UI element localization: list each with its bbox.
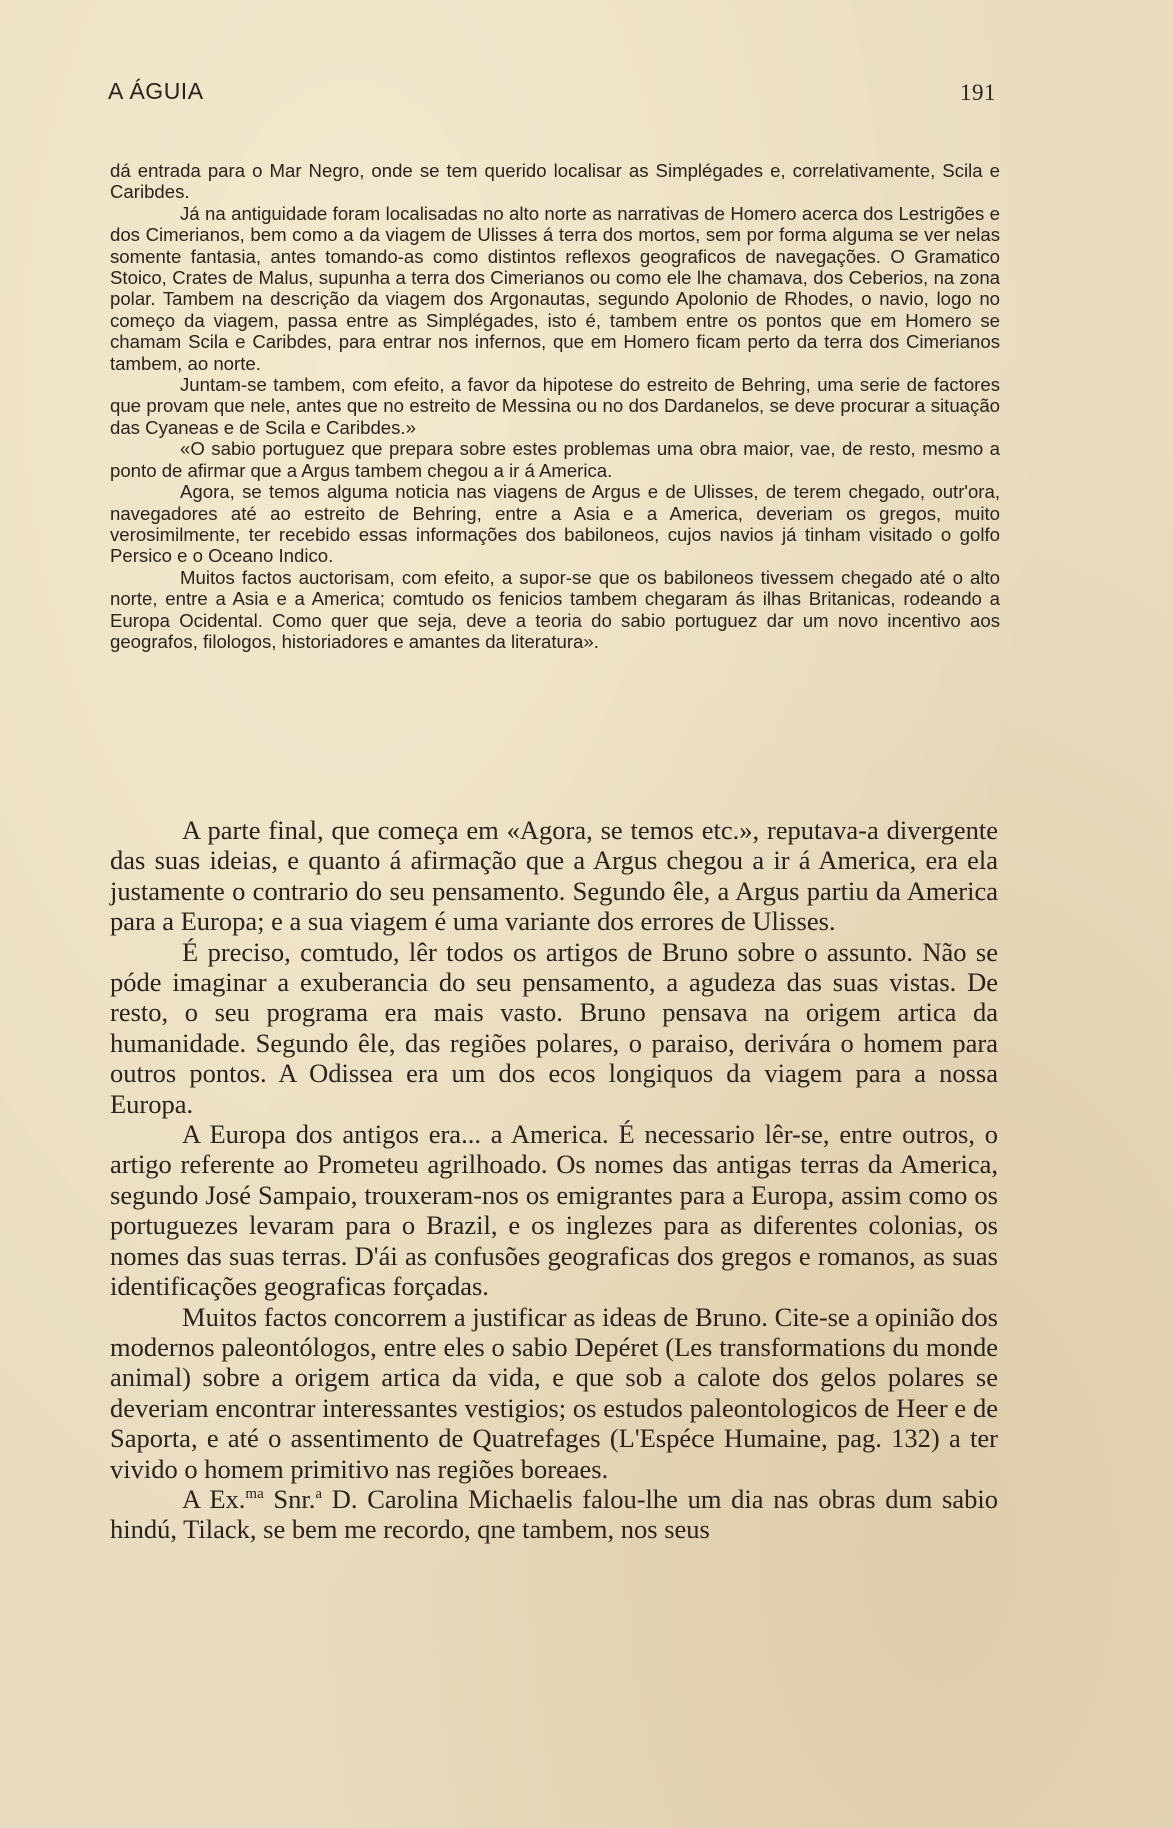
quote-paragraph: Juntam-se tambem, com efeito, a favor da hipotese do estreito de Behring, uma serie de factores que provam que nele, antes que no estreito de Messina ou no dos Dardanelos, se deve procurar a situação das Cyaneas e de Scila e Caribdes.»	[110, 374, 1000, 438]
quote-paragraph: Muitos factos auctorisam, com efeito, a supor-se que os babiloneos tivessem chegado até o alto norte, entre a Asia e a America; comtudo os fenicios tambem chegaram ás ilhas Britanicas, rodeando a Europa Ocidental. Como quer que seja, deve a teoria do sabio portuguez dar um novo incentivo aos geografos, filologos, historiadores e amantes da literatura».	[110, 566, 1000, 652]
quote-paragraph: «O sabio portuguez que prepara sobre estes problemas uma obra maior, vae, de resto, mesmo a ponto de afirmar que a Argus tambem chegou a ir á America.	[110, 438, 1000, 481]
quote-paragraph: Já na antiguidade foram localisadas no alto norte as narrativas de Homero acerca dos Lestrigões e dos Cimerianos, bem como a da viagem de Ulisses á terra dos mortos, sem por forma alguma se ver nelas somente fantasia, antes tomando-as como distintos reflexos geograficos de navegações. O Gramatico Stoico, Crates de Malus, supunha a terra dos Cimerianos ou como ele lhe chamava, dos Ceberios, na zona polar. Tambem na descrição da viagem dos Argonautas, segundo Apolonio de Rhodes, o navio, logo no começo da viagem, passa entre as Simplégades, isto é, tambem entre os pontos que em Homero se chamam Scila e Caribdes, para entrar nos infernos, que em Homero ficam perto da terra dos Cimerianos tambem, ao norte.	[110, 202, 1000, 374]
quote-paragraph: Agora, se temos alguma noticia nas viagens de Argus e de Ulisses, de terem chegado, outr'ora, navegadores até ao estreito de Behring, entre a Asia e a America, deveriam os gregos, muito verosimilmente, ter recebido essas informações dos babiloneos, cujos navios já tinham visitado o golfo Persico e o Oceano Indico.	[110, 481, 1000, 567]
body-paragraph: A Europa dos antigos era... a America. É necessario lêr-se, entre outros, o artigo referente ao Prometeu agrilhoado. Os nomes das antigas terras da America, segundo José Sampaio, trouxeram-nos os emigrantes para a Europa, assim como os portuguezes levaram para o Brazil, e os inglezes para as diferentes colonias, os nomes das suas terras. D'ái as confusões geograficas dos gregos e romanos, as suas identificações geograficas forçadas.	[110, 1119, 998, 1302]
text-run: Snr.	[263, 1483, 316, 1514]
body-paragraph: É preciso, comtudo, lêr todos os artigos de Bruno sobre o assunto. Não se póde imaginar a exuberancia do seu pensamento, a agudeza das suas vistas. De resto, o seu programa era mais vasto. Bruno pensava na origem artica da humanidade. Segundo êle, das regiões polares, o paraiso, derivára o homem para outros pontos. A Odissea era um dos ecos longiquos da viagem para a nossa Europa.	[110, 936, 998, 1119]
superscript: a	[315, 1486, 323, 1503]
body-paragraph: Muitos factos concorrem a justificar as ideas de Bruno. Cite-se a opinião dos modernos paleontólogos, entre eles o sabio Depéret (Les transformations du monde animal) sobre a origem artica da vida, e que sob a calote dos gelos polares se deveriam encontrar interessantes vestigios; os estudos paleontologicos de Heer e de Saporta, e até o assentimento de Quatrefages (L'Espéce Humaine, pag. 132) a ter vivido o homem primitivo nas regiões boreaes.	[110, 1301, 998, 1484]
quote-paragraph: dá entrada para o Mar Negro, onde se tem querido localisar as Simplégades e, correlativamente, Scila e Caribdes.	[110, 160, 1000, 203]
text-run: D. Carolina Michaelis falou-lhe um dia nas obras dum sabio hindú, Tilack, se bem me recordo, qne tambem, nos seus	[110, 1483, 998, 1545]
body-paragraph: A parte final, que começa em «Agora, se temos etc.», reputava-a divergente das suas ideias, e quanto á afirmação que a Argus chegou a ir á America, era ela justamente o contrario do seu pensamento. Segundo êle, a Argus partiu da America para a Europa; e a sua viagem é uma variante dos errores de Ulisses.	[110, 815, 998, 937]
body-paragraph-last	[110, 1484, 998, 1545]
text-run: A Ex.	[182, 1483, 246, 1514]
quoted-block	[110, 160, 1000, 652]
superscript: ma	[245, 1486, 264, 1503]
page-number: 191	[960, 80, 996, 105]
journal-title: A ÁGUIA	[108, 78, 204, 104]
main-text	[110, 815, 998, 1545]
running-head	[108, 74, 996, 114]
